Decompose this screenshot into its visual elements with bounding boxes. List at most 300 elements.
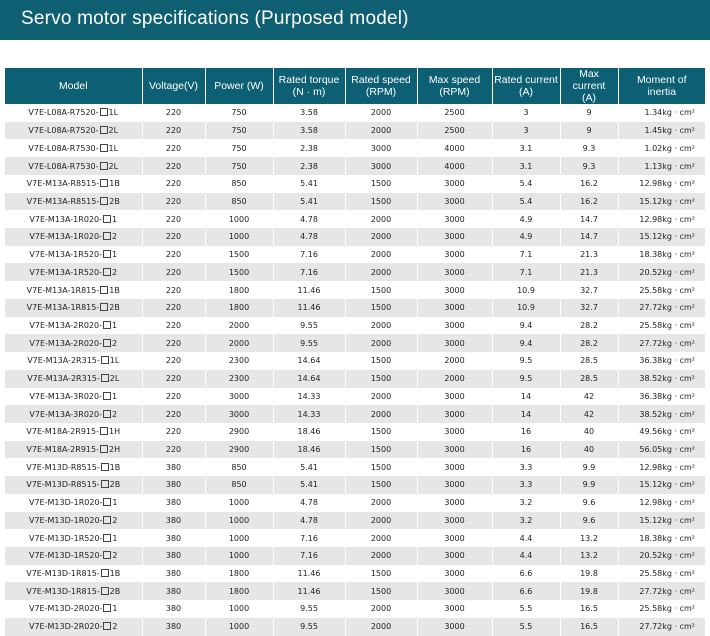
cell-rated-torque: 7.16 <box>273 263 345 281</box>
cell-power: 850 <box>205 175 273 193</box>
cell-rated-current: 10.9 <box>492 299 560 317</box>
model-prefix: V7E-L08A-R7520- <box>28 126 99 136</box>
table-row <box>5 317 705 335</box>
table-row <box>5 175 705 193</box>
cell-rated-speed: 1500 <box>345 423 417 441</box>
cell-moment-of-inertia: 25.58kg · cm² <box>618 281 705 299</box>
cell-voltage: 220 <box>142 317 205 335</box>
cell-rated-torque: 14.33 <box>273 405 345 423</box>
cell-moment-of-inertia: 27.72kg · cm² <box>618 582 705 600</box>
cell-voltage: 380 <box>142 582 205 600</box>
cell-rated-torque: 4.78 <box>273 228 345 246</box>
column-header-line: (RPM) <box>439 86 470 98</box>
placeholder-box-icon <box>103 622 111 630</box>
cell-rated-current: 5.4 <box>492 175 560 193</box>
cell-moment-of-inertia: 25.58kg · cm² <box>618 317 705 335</box>
placeholder-box-icon <box>103 534 111 542</box>
cell-voltage: 220 <box>142 246 205 264</box>
cell-power: 750 <box>205 104 273 122</box>
table-row <box>5 529 705 547</box>
model-suffix: 1B <box>109 179 120 189</box>
cell-rated-speed: 2000 <box>345 210 417 228</box>
cell-rated-torque: 11.46 <box>273 299 345 317</box>
cell-max-current: 28.2 <box>560 317 618 335</box>
cell-voltage: 220 <box>142 210 205 228</box>
cell-rated-torque: 4.78 <box>273 512 345 530</box>
cell-voltage: 220 <box>142 281 205 299</box>
cell-moment-of-inertia: 18.38kg · cm² <box>618 529 705 547</box>
placeholder-box-icon <box>101 374 109 382</box>
cell-rated-current: 3 <box>492 104 560 122</box>
cell-model <box>5 547 142 565</box>
model-suffix: 2L <box>108 126 119 136</box>
model-suffix: 2 <box>112 551 118 561</box>
cell-moment-of-inertia: 49.56kg · cm² <box>618 423 705 441</box>
cell-max-current: 21.3 <box>560 263 618 281</box>
cell-max-current: 21.3 <box>560 246 618 264</box>
model-suffix: 1B <box>109 285 120 295</box>
header-row <box>5 68 705 104</box>
cell-max-speed: 3000 <box>417 246 492 264</box>
column-header-line: (A) <box>519 86 533 98</box>
model-suffix: 1 <box>111 214 118 224</box>
cell-power: 1000 <box>205 228 273 246</box>
column-header-power <box>205 68 273 104</box>
cell-max-speed: 3000 <box>417 441 492 459</box>
cell-rated-speed: 2000 <box>345 388 417 406</box>
cell-rated-speed: 2000 <box>345 246 417 264</box>
cell-max-current: 9.6 <box>560 494 618 512</box>
model-suffix: 1 <box>112 533 118 543</box>
cell-moment-of-inertia: 15.12kg · cm² <box>618 228 705 246</box>
cell-rated-speed: 1500 <box>345 565 417 583</box>
cell-max-speed: 3000 <box>417 582 492 600</box>
placeholder-box-icon <box>103 268 111 276</box>
model-suffix: 2H <box>108 445 121 455</box>
cell-rated-torque: 9.55 <box>273 600 345 618</box>
cell-rated-current: 16 <box>492 441 560 459</box>
model-suffix: 2 <box>111 232 118 242</box>
cell-max-current: 16.2 <box>560 175 618 193</box>
placeholder-box-icon <box>103 551 111 559</box>
cell-max-speed: 3000 <box>417 317 492 335</box>
cell-power: 1800 <box>205 281 273 299</box>
table-row <box>5 582 705 600</box>
placeholder-box-icon <box>101 569 109 577</box>
cell-max-speed: 3000 <box>417 547 492 565</box>
cell-max-speed: 3000 <box>417 565 492 583</box>
cell-rated-torque: 2.38 <box>273 157 345 175</box>
table-row <box>5 547 705 565</box>
table-row <box>5 122 705 140</box>
column-header-line: Voltage(V) <box>148 80 199 92</box>
model-prefix: V7E-M13A-1R815- <box>26 303 100 313</box>
cell-rated-speed: 2000 <box>345 600 417 618</box>
cell-voltage: 380 <box>142 494 205 512</box>
cell-moment-of-inertia: 1.13kg · cm² <box>618 157 705 175</box>
cell-rated-current: 3.1 <box>492 157 560 175</box>
placeholder-box-icon <box>103 215 111 223</box>
cell-voltage: 380 <box>142 547 205 565</box>
cell-rated-speed: 2000 <box>345 512 417 530</box>
cell-model <box>5 157 142 175</box>
cell-max-current: 28.5 <box>560 352 618 370</box>
column-header-rated-torque <box>273 68 345 104</box>
cell-max-speed: 3000 <box>417 210 492 228</box>
model-prefix: V7E-M13D-1R520- <box>28 551 103 561</box>
model-prefix: V7E-M13D-R8515- <box>26 462 100 472</box>
model-prefix: V7E-M13D-1R815- <box>26 586 100 596</box>
column-header-line: Max speed <box>428 74 481 86</box>
cell-max-current: 40 <box>560 441 618 459</box>
model-suffix: 1B <box>109 569 121 579</box>
cell-rated-torque: 14.64 <box>273 352 345 370</box>
column-header-line: Max current <box>572 68 606 92</box>
table-row <box>5 299 705 317</box>
table-row <box>5 228 705 246</box>
cell-rated-speed: 1500 <box>345 476 417 494</box>
cell-voltage: 220 <box>142 423 205 441</box>
model-prefix: V7E-M18A-2R915- <box>26 445 99 455</box>
cell-power: 850 <box>205 458 273 476</box>
cell-rated-current: 9.5 <box>492 352 560 370</box>
placeholder-box-icon <box>100 179 108 187</box>
table-row <box>5 246 705 264</box>
model-prefix: V7E-M13A-3R020- <box>29 409 102 419</box>
cell-moment-of-inertia: 20.52kg · cm² <box>618 263 705 281</box>
cell-rated-speed: 1500 <box>345 352 417 370</box>
cell-model <box>5 529 142 547</box>
placeholder-box-icon <box>101 587 109 595</box>
model-prefix: V7E-M13D-1R020- <box>28 515 103 525</box>
cell-moment-of-inertia: 56.05kg · cm² <box>618 441 705 459</box>
cell-model <box>5 228 142 246</box>
cell-rated-current: 16 <box>492 423 560 441</box>
placeholder-box-icon <box>103 410 111 418</box>
cell-rated-current: 4.4 <box>492 529 560 547</box>
cell-voltage: 220 <box>142 104 205 122</box>
cell-max-current: 32.7 <box>560 299 618 317</box>
cell-power: 2300 <box>205 352 273 370</box>
cell-rated-current: 4.9 <box>492 228 560 246</box>
model-prefix: V7E-M13A-R8515- <box>26 179 100 189</box>
model-prefix: V7E-M13A-3R020- <box>29 391 102 401</box>
cell-rated-speed: 2000 <box>345 263 417 281</box>
cell-voltage: 220 <box>142 157 205 175</box>
model-prefix: V7E-M13A-1R020- <box>29 232 102 242</box>
cell-voltage: 380 <box>142 618 205 636</box>
cell-rated-torque: 3.58 <box>273 104 345 122</box>
table-row <box>5 193 705 211</box>
table-row <box>5 334 705 352</box>
cell-model <box>5 281 142 299</box>
cell-voltage: 220 <box>142 263 205 281</box>
cell-model <box>5 494 142 512</box>
model-suffix: 2 <box>111 267 118 277</box>
cell-rated-torque: 7.16 <box>273 547 345 565</box>
cell-rated-torque: 3.58 <box>273 122 345 140</box>
cell-rated-current: 6.6 <box>492 565 560 583</box>
table-row <box>5 494 705 512</box>
cell-rated-current: 5.5 <box>492 618 560 636</box>
cell-power: 1000 <box>205 547 273 565</box>
cell-rated-speed: 1500 <box>345 281 417 299</box>
model-suffix: 2 <box>111 338 118 348</box>
cell-voltage: 380 <box>142 600 205 618</box>
model-prefix: V7E-M13A-2R315- <box>27 356 100 366</box>
cell-max-current: 28.5 <box>560 370 618 388</box>
placeholder-box-icon <box>103 516 111 524</box>
cell-rated-current: 4.4 <box>492 547 560 565</box>
cell-voltage: 220 <box>142 370 205 388</box>
cell-max-current: 28.2 <box>560 334 618 352</box>
model-suffix: 2L <box>109 374 120 384</box>
cell-moment-of-inertia: 1.45kg · cm² <box>618 122 705 140</box>
cell-rated-speed: 1500 <box>345 441 417 459</box>
cell-rated-current: 3.2 <box>492 494 560 512</box>
cell-max-speed: 3000 <box>417 494 492 512</box>
cell-power: 2000 <box>205 334 273 352</box>
cell-power: 1000 <box>205 494 273 512</box>
model-prefix: V7E-L08A-R7530- <box>28 143 99 153</box>
cell-moment-of-inertia: 12.98kg · cm² <box>618 175 705 193</box>
cell-voltage: 220 <box>142 193 205 211</box>
model-prefix: V7E-M13A-1R815- <box>26 285 100 295</box>
model-suffix: 2L <box>108 161 119 171</box>
cell-rated-speed: 2000 <box>345 317 417 335</box>
cell-power: 2000 <box>205 317 273 335</box>
cell-max-current: 19.8 <box>560 565 618 583</box>
table-row <box>5 157 705 175</box>
cell-max-speed: 3000 <box>417 476 492 494</box>
cell-max-current: 32.7 <box>560 281 618 299</box>
model-suffix: 1 <box>112 498 118 508</box>
cell-max-current: 16.5 <box>560 600 618 618</box>
cell-moment-of-inertia: 1.34kg · cm² <box>618 104 705 122</box>
cell-rated-current: 9.4 <box>492 334 560 352</box>
cell-model <box>5 139 142 157</box>
cell-rated-torque: 9.55 <box>273 334 345 352</box>
cell-model <box>5 458 142 476</box>
cell-max-current: 9.6 <box>560 512 618 530</box>
cell-model <box>5 263 142 281</box>
placeholder-box-icon <box>100 126 108 134</box>
cell-rated-current: 14 <box>492 388 560 406</box>
cell-rated-torque: 11.46 <box>273 565 345 583</box>
placeholder-box-icon <box>101 480 109 488</box>
cell-max-current: 9 <box>560 122 618 140</box>
cell-model <box>5 122 142 140</box>
cell-power: 1000 <box>205 600 273 618</box>
cell-model <box>5 317 142 335</box>
cell-rated-torque: 2.38 <box>273 139 345 157</box>
cell-rated-torque: 5.41 <box>273 476 345 494</box>
cell-model <box>5 246 142 264</box>
placeholder-box-icon <box>100 197 108 205</box>
table-row <box>5 458 705 476</box>
cell-moment-of-inertia: 12.98kg · cm² <box>618 458 705 476</box>
cell-moment-of-inertia: 18.38kg · cm² <box>618 246 705 264</box>
cell-max-current: 42 <box>560 405 618 423</box>
cell-rated-speed: 1500 <box>345 299 417 317</box>
cell-rated-torque: 7.16 <box>273 246 345 264</box>
column-header-rated-speed <box>345 68 417 104</box>
cell-voltage: 220 <box>142 334 205 352</box>
model-prefix: V7E-M13A-1R520- <box>29 267 102 277</box>
cell-rated-torque: 18.46 <box>273 423 345 441</box>
cell-moment-of-inertia: 15.12kg · cm² <box>618 193 705 211</box>
cell-max-speed: 3000 <box>417 458 492 476</box>
cell-rated-current: 7.1 <box>492 246 560 264</box>
cell-max-current: 42 <box>560 388 618 406</box>
cell-model <box>5 600 142 618</box>
cell-max-speed: 3000 <box>417 334 492 352</box>
cell-moment-of-inertia: 38.52kg · cm² <box>618 405 705 423</box>
table-row <box>5 441 705 459</box>
cell-rated-current: 6.6 <box>492 582 560 600</box>
cell-rated-torque: 5.41 <box>273 193 345 211</box>
column-header-moment-of-inertia <box>618 68 705 104</box>
cell-rated-speed: 1500 <box>345 370 417 388</box>
cell-model <box>5 618 142 636</box>
column-header-line: (N · m) <box>292 86 326 98</box>
cell-rated-speed: 1500 <box>345 582 417 600</box>
cell-max-current: 16.2 <box>560 193 618 211</box>
cell-power: 750 <box>205 139 273 157</box>
table-body <box>5 104 705 636</box>
table-row <box>5 388 705 406</box>
cell-rated-speed: 3000 <box>345 157 417 175</box>
cell-rated-current: 7.1 <box>492 263 560 281</box>
cell-max-speed: 4000 <box>417 139 492 157</box>
placeholder-box-icon <box>103 250 111 258</box>
placeholder-box-icon <box>100 303 108 311</box>
cell-moment-of-inertia: 12.98kg · cm² <box>618 210 705 228</box>
cell-model <box>5 299 142 317</box>
cell-voltage: 380 <box>142 529 205 547</box>
cell-rated-speed: 1500 <box>345 458 417 476</box>
cell-rated-current: 4.9 <box>492 210 560 228</box>
page-title: Servo motor specifications (Purposed model) <box>0 0 710 40</box>
model-suffix: 1H <box>108 427 121 437</box>
cell-rated-current: 3.3 <box>492 476 560 494</box>
column-header-max-current <box>560 68 618 104</box>
cell-max-speed: 2000 <box>417 370 492 388</box>
cell-power: 2300 <box>205 370 273 388</box>
column-header-line: inertia <box>647 86 677 98</box>
cell-moment-of-inertia: 38.52kg · cm² <box>618 370 705 388</box>
cell-model <box>5 565 142 583</box>
cell-power: 1500 <box>205 263 273 281</box>
model-suffix: 1 <box>111 391 118 401</box>
placeholder-box-icon <box>100 427 108 435</box>
cell-power: 2900 <box>205 441 273 459</box>
cell-max-current: 9.3 <box>560 157 618 175</box>
placeholder-box-icon <box>100 108 108 116</box>
cell-max-speed: 3000 <box>417 193 492 211</box>
table-row <box>5 423 705 441</box>
column-header-model <box>5 68 142 104</box>
model-suffix: 2B <box>109 586 121 596</box>
cell-voltage: 220 <box>142 441 205 459</box>
cell-power: 750 <box>205 157 273 175</box>
table-row <box>5 281 705 299</box>
cell-voltage: 220 <box>142 405 205 423</box>
table-row <box>5 618 705 636</box>
column-header-voltage <box>142 68 205 104</box>
column-header-line: (A) <box>582 92 596 104</box>
cell-rated-torque: 5.41 <box>273 175 345 193</box>
cell-rated-current: 3.2 <box>492 512 560 530</box>
cell-max-speed: 3000 <box>417 423 492 441</box>
table-row <box>5 565 705 583</box>
cell-max-current: 14.7 <box>560 210 618 228</box>
cell-power: 850 <box>205 476 273 494</box>
table-row <box>5 512 705 530</box>
spec-table <box>5 68 705 636</box>
column-header-max-speed <box>417 68 492 104</box>
cell-power: 1800 <box>205 565 273 583</box>
cell-max-speed: 3000 <box>417 263 492 281</box>
cell-rated-current: 14 <box>492 405 560 423</box>
cell-moment-of-inertia: 25.58kg · cm² <box>618 565 705 583</box>
cell-rated-torque: 18.46 <box>273 441 345 459</box>
cell-rated-torque: 14.33 <box>273 388 345 406</box>
cell-voltage: 220 <box>142 299 205 317</box>
model-suffix: 2 <box>112 622 118 632</box>
cell-voltage: 380 <box>142 565 205 583</box>
cell-power: 1500 <box>205 246 273 264</box>
table-row <box>5 476 705 494</box>
cell-max-speed: 3000 <box>417 228 492 246</box>
cell-power: 2900 <box>205 423 273 441</box>
cell-model <box>5 370 142 388</box>
column-header-line: Rated torque <box>278 74 340 86</box>
model-prefix: V7E-L08A-R7520- <box>28 108 99 118</box>
cell-power: 1000 <box>205 529 273 547</box>
placeholder-box-icon <box>100 144 108 152</box>
column-header-line: Moment of <box>636 74 687 86</box>
model-prefix: V7E-M13A-2R020- <box>29 320 102 330</box>
cell-max-speed: 4000 <box>417 157 492 175</box>
cell-model <box>5 210 142 228</box>
cell-max-current: 40 <box>560 423 618 441</box>
cell-max-speed: 2000 <box>417 352 492 370</box>
cell-power: 1800 <box>205 299 273 317</box>
cell-moment-of-inertia: 36.38kg · cm² <box>618 388 705 406</box>
cell-model <box>5 476 142 494</box>
model-prefix: V7E-M13D-1R020- <box>28 498 103 508</box>
cell-rated-current: 5.5 <box>492 600 560 618</box>
cell-model <box>5 512 142 530</box>
cell-rated-speed: 2000 <box>345 104 417 122</box>
cell-model <box>5 334 142 352</box>
model-prefix: V7E-M13A-1R520- <box>29 250 102 260</box>
model-suffix: 2B <box>109 303 120 313</box>
model-suffix: 2B <box>109 196 120 206</box>
cell-moment-of-inertia: 36.38kg · cm² <box>618 352 705 370</box>
cell-rated-speed: 2000 <box>345 529 417 547</box>
placeholder-box-icon <box>103 604 111 612</box>
placeholder-box-icon <box>100 445 108 453</box>
cell-rated-torque: 4.78 <box>273 210 345 228</box>
column-header-line: Model <box>58 80 88 92</box>
model-prefix: V7E-M13A-2R315- <box>27 374 100 384</box>
cell-max-speed: 2500 <box>417 122 492 140</box>
cell-max-speed: 3000 <box>417 299 492 317</box>
cell-max-speed: 2500 <box>417 104 492 122</box>
placeholder-box-icon <box>101 463 109 471</box>
